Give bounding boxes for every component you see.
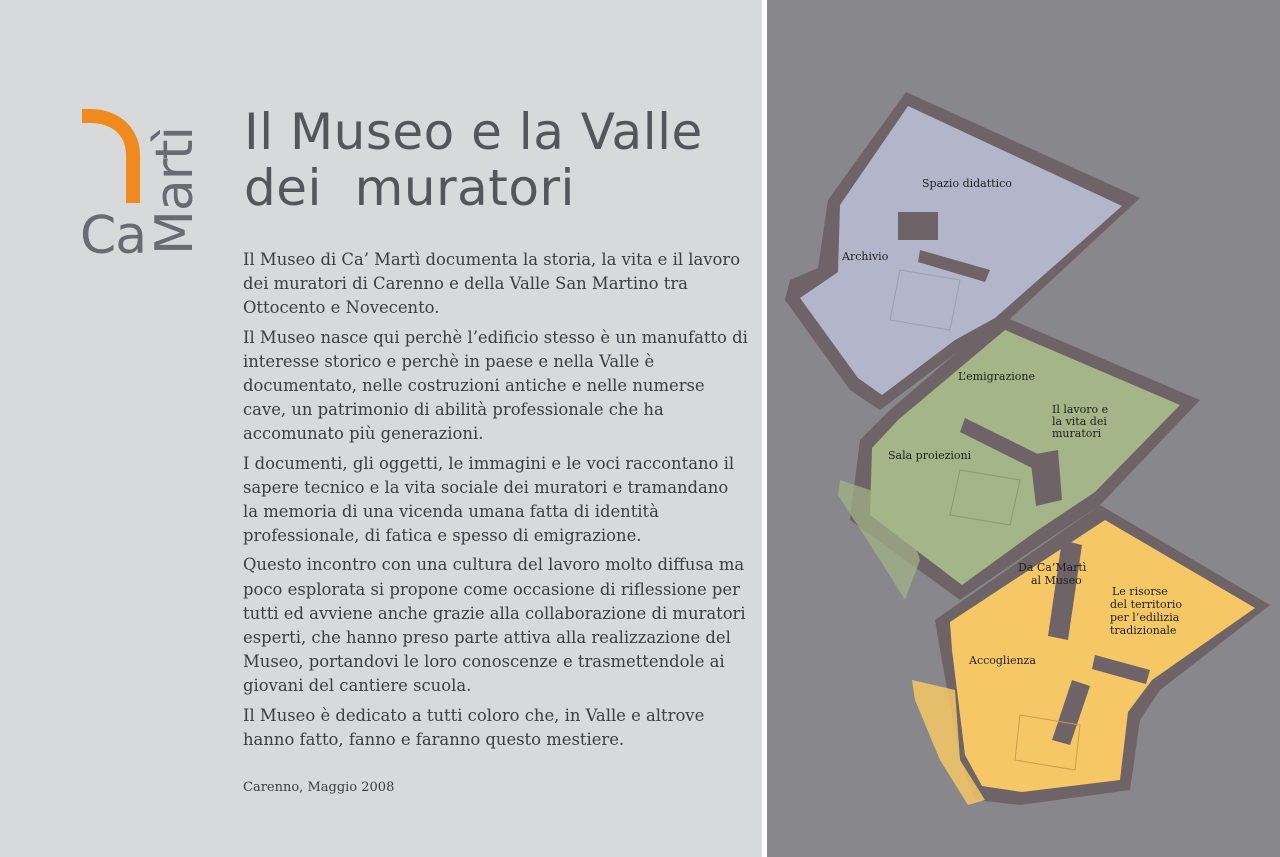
room-label-da-camarti-line-2: al Museo — [1031, 574, 1082, 587]
room-label-archivio: Archivio — [842, 250, 889, 263]
page-title — [244, 104, 703, 216]
room-label-lavoro-vita-line-1: Il lavoro e — [1052, 403, 1109, 416]
paragraph-5: Il Museo è dedicato a tutti coloro che, in Valle e altrove hanno fatto, fanno e faranno questo mestiere. — [243, 705, 705, 749]
footer-place-date: Carenno, Maggio 2008 — [243, 780, 395, 795]
museum-floorplan — [767, 0, 1280, 857]
room-label-risorse-line-2: del territorio — [1110, 598, 1182, 611]
logo-ca-text: Ca — [80, 206, 147, 266]
logo-marti-text: Martì — [145, 127, 205, 255]
room-label-accoglienza: Accoglienza — [969, 654, 1036, 667]
room-label-emigrazione: L’emigrazione — [958, 370, 1036, 383]
room-label-risorse-line-3: per l’edilizia — [1110, 611, 1180, 624]
paragraph-3: I documenti, gli oggetti, le immagini e le voci raccontano il sapere tecnico e la vita sociale dei muratori e tramandano la memoria di una vicenda umana fatta di identità professionale, di fatica e spesso di emigrazione. — [243, 453, 735, 546]
room-label-lavoro-vita-line-2: la vita dei — [1052, 415, 1107, 428]
body-text — [243, 248, 748, 757]
ca-marti-logo — [78, 105, 205, 266]
paragraph-4: Questo incontro con una cultura del lavoro molto diffusa ma poco esplorata si propone come occasione di riflessione per tutti ed avviene anche grazie alla collaborazione di muratori esperti, che hanno preso parte attiva alla realizzazione del Museo, portandovi le loro conoscenze e trasmettendole ai giovani del cantiere scuola. — [243, 555, 746, 696]
paragraph-1: Il Museo di Ca’ Martì documenta la storia, la vita e il lavoro dei muratori di Carenno e della Valle San Martino tra Ottocento e Novecento. — [243, 250, 741, 318]
room-label-da-camarti-line-1: Da Ca’Martì — [1018, 561, 1087, 574]
logo-arc-icon — [82, 109, 140, 203]
room-label-lavoro-vita-line-3: muratori — [1052, 427, 1102, 440]
room-label-spazio-didattico: Spazio didattico — [922, 177, 1012, 190]
title-line-1: Il Museo e la Valle — [244, 103, 703, 161]
title-line-2: dei muratori — [244, 159, 575, 217]
room-label-sala-proiezioni: Sala proiezioni — [888, 449, 972, 462]
room-label-risorse-line-1: Le risorse — [1112, 585, 1168, 598]
blue-floor-pillar — [898, 212, 938, 240]
paragraph-2: Il Museo nasce qui perchè l’edificio stesso è un manufatto di interesse storico e perchè in paese e nella Valle è documentato, nelle costruzioni antiche e nelle numerse cave, un patrimonio di abilità professionale che ha accomunato più generazioni. — [243, 327, 748, 444]
room-label-risorse-line-4: tradizionale — [1110, 624, 1177, 637]
